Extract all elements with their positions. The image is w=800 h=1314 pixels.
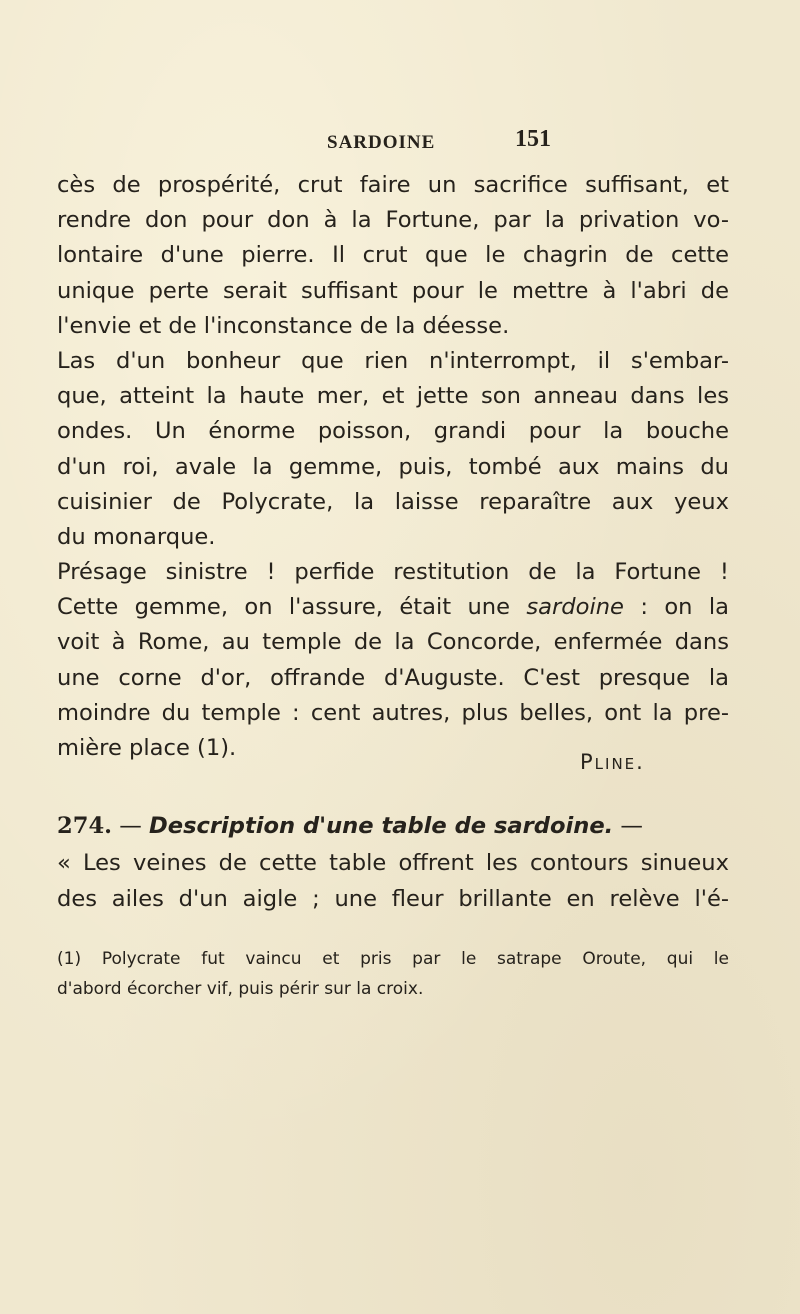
emphasis-sardoine: sardoine (526, 594, 624, 621)
text-line: Présage sinistre ! perfide restitution de la Fortune ! (57, 559, 729, 586)
text-line: « Les veines de cette table offrent les contours sinueux (57, 849, 729, 876)
footnotes (57, 944, 729, 1004)
text-line: voit à Rome, au temple de la Concorde, enfermée dans (57, 629, 729, 656)
text-line: Las d'un bonheur que rien n'interrompt, il s'embar- (57, 347, 729, 374)
text-line: ondes. Un énorme poisson, grandi pour la bouche (57, 418, 729, 445)
text-line: cès de prospérité, crut faire un sacrifice suffisant, et (57, 172, 729, 198)
running-header (0, 126, 800, 162)
text-line: rendre don pour don à la Fortune, par la privation vo- (57, 207, 729, 234)
text-line: des ailes d'un aigle ; une fleur brillante en relève l'é- (57, 886, 729, 912)
section-title: Description d'une table de sardoine. (149, 813, 614, 839)
text-line: cuisinier de Polycrate, la laisse reparaître aux yeux (57, 488, 729, 515)
author-signature: Pline. (580, 750, 645, 774)
text-line: une corne d'or, offrande d'Auguste. C'est presque la (57, 664, 729, 691)
section-number: 274. (57, 813, 113, 839)
text-line: lontaire d'une pierre. Il crut que le chagrin de cette (57, 242, 729, 269)
footnote-line: (1) Polycrate fut vaincu et pris par le satrape Oroute, qui le (57, 949, 729, 969)
footnote-line: d'abord écorcher vif, puis périr sur la croix. (57, 979, 424, 999)
text-line: moindre du temple : cent autres, plus belles, ont la pre- (57, 699, 729, 726)
section-274 (57, 808, 729, 918)
text-line: que, atteint la haute mer, et jette son anneau dans les (57, 383, 729, 410)
text-line: du monarque. (57, 523, 216, 550)
text-line: unique perte serait suffisant pour le mettre à l'abri de (57, 277, 729, 304)
text-line: l'envie et de l'inconstance de la déesse. (57, 312, 510, 339)
running-title: SARDOINE (327, 132, 436, 153)
text-line: d'un roi, avale la gemme, puis, tombé aux mains du (57, 453, 729, 480)
text-segment: Cette gemme, on l'assure, était une (57, 594, 527, 621)
text-segment: : on la (623, 594, 729, 621)
text-line-sardoine (57, 590, 729, 625)
heading-trailing-dash: — (613, 813, 644, 839)
text-line: mière place (1). (57, 735, 237, 761)
main-text (57, 168, 729, 766)
page-number: 151 (515, 126, 551, 152)
section-heading-line (57, 808, 729, 845)
heading-dash: — (112, 813, 149, 839)
